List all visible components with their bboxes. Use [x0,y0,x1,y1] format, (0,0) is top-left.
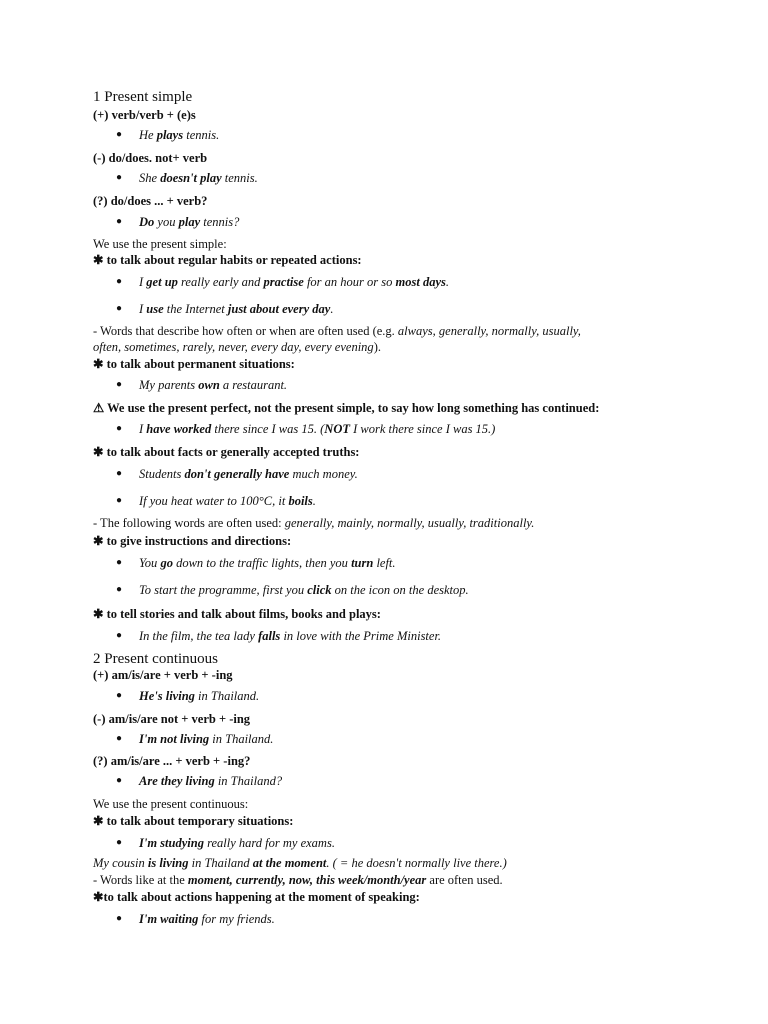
bullet-icon: ● [116,837,123,848]
use-heading: ✱ to talk about regular habits or repeated actions: [93,253,362,267]
note-text: - The following words are often used: generally, mainly, normally, usually, traditionally. [93,516,535,530]
use-heading: ✱ to talk about temporary situations: [93,814,294,828]
use-heading: ✱ to give instructions and directions: [93,534,292,548]
note-text: - Words that describe how often or when are often used (e.g. always, generally, normally, usually, often, sometimes, rarely, never, every day, every evening). [93,324,581,354]
section-heading-present-continuous: 2 Present continuous [93,651,218,667]
form-question: (?) am/is/are ... + verb + -ing? [93,754,251,768]
bullet-icon: ● [116,775,123,786]
bullet-icon: ● [116,913,123,924]
use-heading: ✱ to talk about facts or generally accepted truths: [93,445,360,459]
asterisk-icon: ✱ [93,607,104,621]
document-page: 1 Present simple (+) verb/verb + (e)s ● He plays tennis. (-) do/does. not+ verb ● She doesn't play tennis. (?) do/does ... + verb? ● Do you play tennis? We use the present simple: ✱ to talk about regular habits or repeated actions: ● I get up really early and practise for an hour or so most days. ● I use the Internet just about every day. - Words that describe how often or when are often used (e.g. always, generally, normally, usually, often, sometimes, rarely, never, every day, every evening). ✱ to talk about permanent situations: ● My parents own a restaurant. ⚠ We use the present perfect, not the present simple, to say how long something has continued: ● I have worked there since I was 15. (NOT I work there since I was 15.) ✱ to talk about facts or generally accepted truths: ● Students don't generally have much money. ● If you heat water to 100°C, it boils. - The following words are often used: generally, mainly, normally, usually, traditionally. ✱ to give instructions and directions: ● You go down to the traffic lights, then you turn left. ● To start the programme, first you click on the icon on the desktop. ✱ to tell stories and talk about films, books and plays: ● In the film, the tea lady falls in love with the Prime Minister. 2 Present continuous (+) am/is/are + verb + -ing ● He's living in Thailand. (-) am/is/are not + verb + -ing ● I'm not living in Thailand. (?) am/is/are ... + verb + -ing? ● Are they living in Thailand? We use the present continuous: ✱ to talk about temporary situations: ● I'm studying really hard for my exams. My cousin is living in Thailand at the moment. ( = he doesn't normally live there.) - Words like at the moment, currently, now, this week/month/year are often used. ✱to talk about actions happening at the moment of speaking: ● I'm waiting for my friends. [0,0,768,1024]
bullet-icon: ● [116,557,123,568]
bullet-icon: ● [116,690,123,701]
note-text: - Words like at the moment, currently, now, this week/month/year are often used. [93,873,503,887]
bullet-icon: ● [116,129,123,140]
use-heading: ✱to talk about actions happening at the moment of speaking: [93,890,420,904]
bullet-icon: ● [116,379,123,390]
form-question: (?) do/does ... + verb? [93,194,208,208]
asterisk-icon: ✱ [93,890,104,904]
asterisk-icon: ✱ [93,253,104,267]
warning-note: ⚠ We use the present perfect, not the present simple, to say how long something has continued: [93,401,600,415]
form-positive: (+) am/is/are + verb + -ing [93,668,233,682]
bullet-icon: ● [116,172,123,183]
section-heading-present-simple: 1 Present simple [93,89,193,105]
asterisk-icon: ✱ [93,814,104,828]
bullet-icon: ● [116,303,123,314]
asterisk-icon: ✱ [93,445,104,459]
bullet-icon: ● [116,276,123,287]
form-negative: (-) do/does. not+ verb [93,151,208,165]
bullet-icon: ● [116,733,123,744]
asterisk-icon: ✱ [93,534,104,548]
form-negative: (-) am/is/are not + verb + -ing [93,712,251,726]
form-positive: (+) verb/verb + (e)s [93,108,196,122]
intro-text: We use the present simple: [93,237,227,251]
use-heading: ✱ to tell stories and talk about films, books and plays: [93,607,381,621]
warning-icon: ⚠ [93,401,105,415]
intro-text: We use the present continuous: [93,797,249,811]
asterisk-icon: ✱ [93,357,104,371]
bullet-icon: ● [116,495,123,506]
bullet-icon: ● [116,468,123,479]
example-sentence: My cousin is living in Thailand at the moment. ( = he doesn't normally live there.) [93,856,507,870]
use-heading: ✱ to talk about permanent situations: [93,357,295,371]
bullet-icon: ● [116,584,123,595]
bullet-icon: ● [116,630,123,641]
bullet-icon: ● [116,216,123,227]
bullet-icon: ● [116,423,123,434]
